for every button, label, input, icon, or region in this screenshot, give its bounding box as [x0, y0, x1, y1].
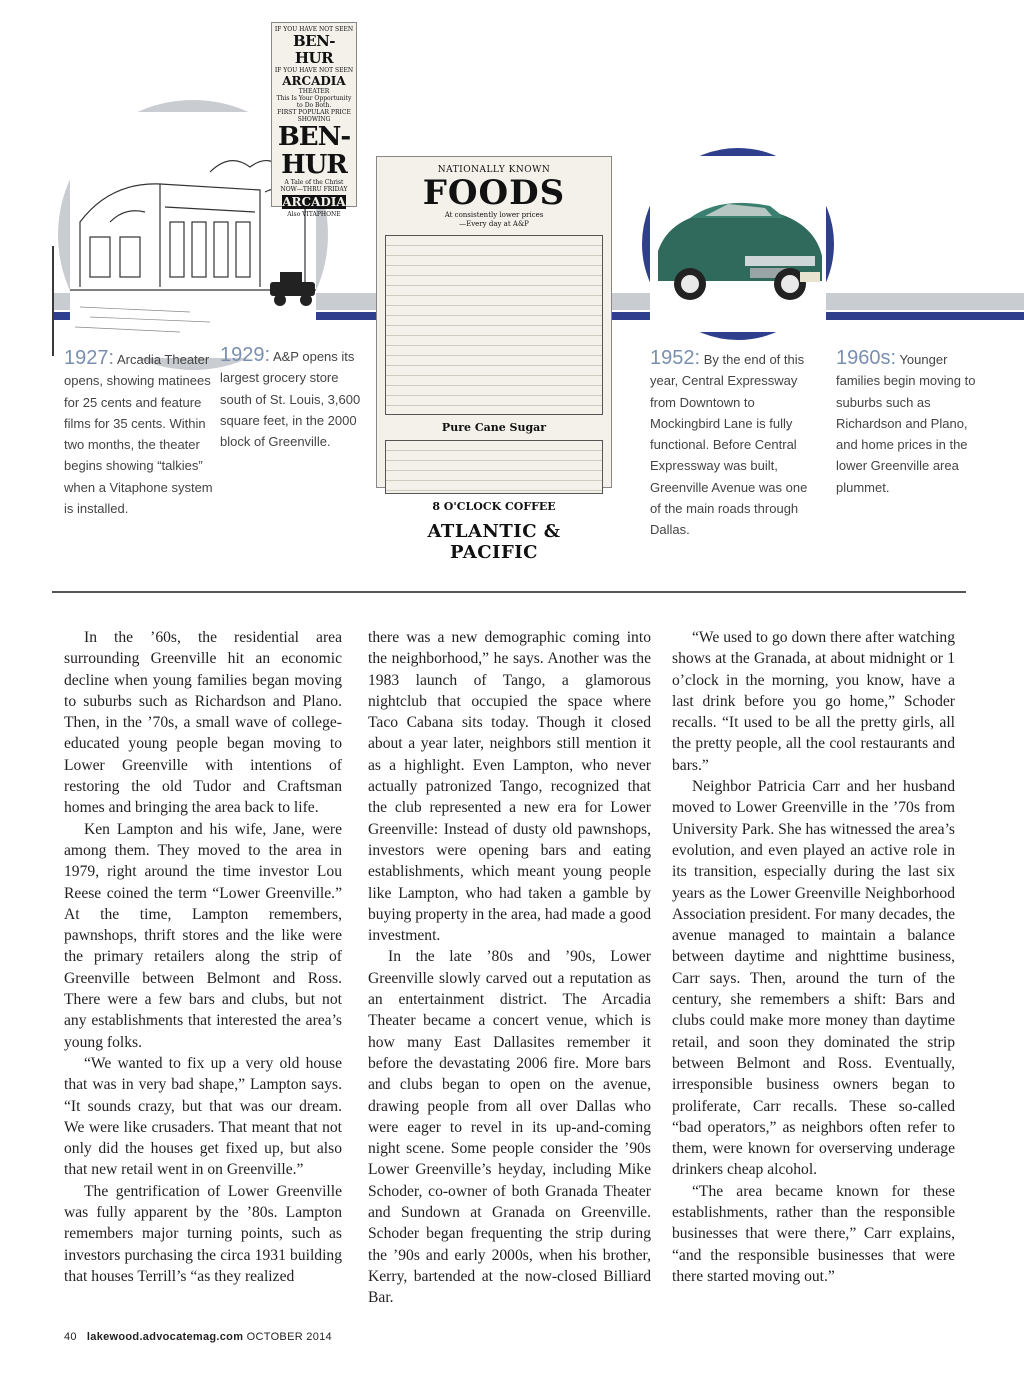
timeline-text: By the end of this year, Central Expressway from Downtown to Mockingbird Lane is fully functional. Before Central Expressway was built, Greenville Avenue was one of the main roads through Dallas. [650, 352, 808, 538]
article-paragraph: The gentrification of Lower Greenville was fully apparent by the ’80s. Lampton remembers major turning points, such as investors purchasing the circa 1931 building that houses Terrill’s “as they realized [64, 1182, 342, 1285]
ad-line: At consistently lower prices [444, 211, 544, 219]
ben-hur-ad-clipping [271, 22, 357, 218]
article-paragraph: In the ’60s, the residential area surrounding Greenville hit an economic decline when young families began moving to suburbs such as Richardson and Plano. Then, in the ’70s, a small wave of college-educated young people began moving to Lower Greenville with intentions of restoring the old Tudor and Craftsman homes and bringing the area back to life. [64, 629, 342, 817]
timeline-entry-1952 [650, 348, 810, 541]
ad-line: NATIONALLY KNOWN [437, 165, 551, 175]
vintage-car-photo [642, 148, 834, 340]
car-illustration [650, 156, 826, 332]
ad-line: A Tale of the Christ [284, 179, 344, 186]
page-footer [64, 1331, 332, 1343]
arcadia-logo: ARCADIA [282, 195, 346, 209]
article-column-1 [64, 627, 342, 1287]
ad-line: Pure Cane Sugar [441, 421, 547, 434]
ad-line: Also VITAPHONE [287, 211, 341, 218]
ap-foods-ad-clipping [376, 156, 612, 563]
ad-venue: ARCADIA [282, 74, 346, 88]
article-paragraph: Neighbor Patricia Carr and her husband moved to Lower Greenville in the ’70s from University Park. She has witnessed the area’s evolution, and even played an active role in its transition, especially during the last six years as the Lower Greenville Neighborhood Association president. For many decades, the avenue managed to maintain a balance between daytime and nighttime business, Carr says. Then, around the turn of the century, she remembers a shift: Bars and clubs could make more money than daytime retail, and soon they dominated the strip between Belmont and Ross. Eventually, irresponsible business owners began to proliferate, Carr recalls. These so-called “bad operators,” as neighbors often refer to them, were known for overserving underage drinkers cheap alcohol. [672, 778, 955, 1179]
article-paragraph: “The area became known for these establishments, rather than the responsible businesses that were there,” Carr explains, “and the responsible businesses that were there started moving out.” [672, 1182, 955, 1285]
ad-title: BEN-HUR [292, 32, 336, 67]
ad-line: IF YOU HAVE NOT SEEN [274, 67, 354, 74]
ad-title-large: BEN-HUR [277, 122, 351, 180]
article-paragraph: Ken Lampton and his wife, Jane, were among them. They moved to the area in 1979, right around the time investor Lou Reese coined the term “Lower Greenville.” At the time, Lampton remembers, pawnshops, thrift stores and the like were the primary retailers along the strip of Greenville between Belmont and Ross. There were a few bars and clubs, but not any establishments that interested the area’s young folks. [64, 820, 342, 1051]
ad-line: 8 O'CLOCK COFFEE [432, 500, 556, 513]
article-paragraph: there was a new demographic coming into the neighborhood,” he says. Another was the 1983 launch of Tango, a glamorous nightclub that occupied the space where Taco Cabana sits today. Though it closed about a year later, neighbors still mention it as a highlight. Even Lampton, who never actually patronized Tango, recognized that the club represented a new era for Lower Greenville: Instead of dusty old pawnshops, investors were opening bars and eating establishments, which meant young people like Lampton, who had taken a gamble by buying property in the area, had made a good investment. [368, 629, 651, 945]
ad-footer: ATLANTIC & PACIFIC [427, 521, 561, 563]
page-number: 40 [64, 1331, 77, 1343]
timeline-entry-1960s [836, 348, 986, 498]
article-column-3 [672, 627, 955, 1287]
ad-line: —Every day at A&P [459, 220, 529, 228]
timeline-year: 1929: [220, 344, 271, 366]
ad-line: NOW—THRU FRIDAY [280, 186, 348, 193]
ad-price-grid [385, 235, 603, 415]
site-url: lakewood.advocatemag.com [86, 1331, 244, 1343]
article-paragraph: “We wanted to fix up a very old house that was in very bad shape,” Lampton says. “It sounds crazy, but that was our dream. We were like crusaders. That meant that not only did the houses get fixed up, but also that new retail went in on Greenville.” [64, 1054, 342, 1179]
issue-date: OCTOBER 2014 [246, 1331, 332, 1343]
timeline-year: 1952: [650, 347, 701, 369]
section-divider [52, 591, 966, 593]
ad-line: FIRST POPULAR PRICE SHOWING [277, 109, 351, 123]
timeline-entry-1927 [64, 348, 214, 519]
timeline-entry-1929 [220, 345, 370, 452]
ad-price-grid [385, 440, 603, 494]
timeline-text: Younger families begin moving to suburbs such as Richardson and Plano, and home prices in the lower Greenville area plummet. [836, 352, 976, 495]
timeline-text: A&P opens its largest grocery store south of St. Louis, 3,600 square feet, in the 2000 block of Greenville. [220, 349, 361, 450]
timeline-text: Arcadia Theater opens, showing matinees for 25 cents and feature films for 35 cents. Within two months, the theater begins showing “talkies” when a Vitaphone system is installed. [64, 352, 213, 517]
timeline-year: 1960s: [836, 347, 897, 369]
article-paragraph: “We used to go down there after watching shows at the Granada, at about midnight or 1 o’clock in the morning, you know, have a last drink before you go home,” Schoder recalls. “It used to be all the pretty girls, all the pretty people, all the cool restaurants and bars.” [672, 629, 955, 774]
ad-line: This Is Your Opportunity to Do Both. [276, 95, 352, 109]
ad-line: IF YOU HAVE NOT SEEN [274, 26, 354, 33]
article-column-2 [368, 627, 651, 1309]
article-paragraph: In the late ’80s and ’90s, Lower Greenville slowly carved out a reputation as an entertainment district. The Arcadia Theater became a concert venue, which is how many East Dallasites remember it before the devastating 2006 fire. More bars and clubs began to open on the avenue, drawing people from all over Dallas who were eager to revel in its up-and-coming night scene. Some people consider the ’90s Lower Greenville’s heyday, including Mike Schoder, co-owner of both Granada Theater and Sundown at Granada on Greenville. Schoder began frequenting the strip during the ’90s and early 2000s, when his brother, Kerry, bartended at the now-closed Billiard Bar. [368, 948, 651, 1307]
timeline-year: 1927: [64, 347, 115, 369]
timeline-divider [52, 246, 54, 356]
ad-title: FOODS [422, 173, 566, 213]
ad-line: THEATER [298, 88, 330, 95]
